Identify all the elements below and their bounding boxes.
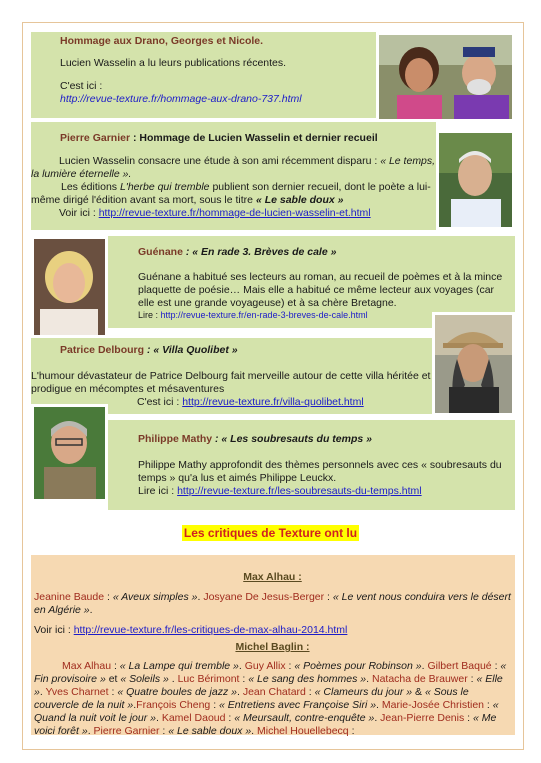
separator: .	[89, 604, 93, 616]
separator: :	[324, 591, 333, 603]
separator: .	[156, 712, 162, 724]
author-name: Max Alhau	[62, 660, 112, 672]
book-title: « Clameurs du jour »	[314, 686, 413, 698]
cest-label: C'est ici :	[137, 396, 183, 408]
cest-ici-label: C'est ici :	[60, 80, 103, 92]
section-drano	[31, 32, 376, 118]
separator: .	[366, 673, 372, 685]
book-title: « Me voici forêt »	[34, 712, 497, 737]
separator: .	[251, 725, 258, 737]
book-title: « Quatre boules de jazz »	[117, 686, 237, 698]
separator: .	[238, 660, 245, 672]
section-title: : Hommage de Lucien Wasselin et dernier recueil	[130, 132, 378, 144]
critiques-banner: Les critiques de Texture ont lu	[183, 526, 358, 540]
indent-spacer	[108, 276, 136, 316]
book-title: « Le sable doux »	[168, 725, 252, 737]
section-critiques	[31, 555, 515, 735]
separator: :	[210, 699, 220, 711]
author-name: Jean-Pierre Denis	[380, 712, 465, 724]
book-title: « Le sang des hommes »	[248, 673, 367, 685]
separator: :	[484, 699, 493, 711]
separator: .	[87, 725, 94, 737]
critic-heading-max-alhau: Max Alhau :	[243, 571, 302, 583]
max-alhau-link[interactable]: http://revue-texture.fr/les-critiques-de-max-alhau-2014.html	[73, 624, 348, 636]
section-text: Guénane a habitué ses lecteurs au roman, au recueil de poèmes et à la mince plaquette de poésie… Mais elle a habitué ce même lecteur aux voyages (car elle est une grande voyageuse) et à sa chère Bretagne.	[138, 271, 503, 309]
separator: :	[104, 591, 113, 603]
author-name: Guy Allix	[244, 660, 286, 672]
section-title: Hommage aux Drano, Georges et Nicole.	[60, 35, 264, 47]
mathy-link[interactable]: http://revue-texture.fr/les-soubresauts-du-temps.html	[177, 485, 422, 497]
author-name: Pierre Garnier	[60, 132, 131, 144]
body-text: publient son dernier recueil, dont le poète a lui-même dirigé l'édition avant sa mort, sous le titre	[31, 181, 431, 206]
separator: :	[108, 686, 118, 698]
author-name: Luc Bérimont	[177, 673, 240, 685]
drano-link[interactable]: http://revue-texture.fr/hommage-aux-drano-737.html	[60, 93, 302, 105]
separator: .	[236, 686, 243, 698]
body-text: Les éditions	[61, 181, 120, 193]
separator: :	[305, 686, 315, 698]
author-name: Josyane De Jesus-Berger	[203, 591, 325, 603]
book-title: « La Lampe qui tremble »	[119, 660, 239, 672]
book-title: « Entretiens avec Françoise Siri »	[219, 699, 377, 711]
book-title: « Le vent nous conduira vers le désert en Algérie »	[34, 591, 511, 616]
separator: :	[239, 673, 249, 685]
publisher-name: L'herbe qui tremble	[119, 181, 210, 193]
section-pierre-garnier-body	[31, 155, 436, 220]
author-name: Gilbert Baqué	[427, 660, 492, 672]
separator: et	[105, 673, 121, 685]
separator: :	[464, 712, 473, 724]
separator: :	[285, 660, 295, 672]
section-text: L'humour dévastateur de Patrice Delbourg fait merveille autour de cette villa héritée et prodigue en mécomptes et mésaventures	[31, 370, 431, 395]
author-name: Patrice Delbourg	[60, 344, 145, 356]
separator: :	[491, 660, 501, 672]
section-text: Lucien Wasselin a lu leurs publications récentes.	[60, 57, 287, 69]
section-text: Philippe Mathy approfondit des thèmes personnels avec ces « soubresauts du temps » qu'a lus et aimés Philippe Leuckx.	[138, 459, 502, 484]
author-name: Natacha de Brauwer	[371, 673, 468, 685]
photo-guenane	[31, 236, 108, 338]
section-title: : « Les soubresauts du temps »	[212, 433, 372, 445]
delbourg-link[interactable]: http://revue-texture.fr/villa-quolibet.html	[182, 396, 364, 408]
author-name: Marie-Josée Christien	[381, 699, 485, 711]
book-title: « Soleils »	[120, 673, 169, 685]
separator: .	[421, 660, 428, 672]
separator: .	[374, 712, 381, 724]
separator: :	[111, 660, 120, 672]
separator: &	[412, 686, 425, 698]
guenane-link[interactable]: http://revue-texture.fr/en-rade-3-breves-de-cale.html	[160, 310, 368, 320]
separator: .	[168, 673, 178, 685]
author-name: Philippe Mathy	[138, 433, 213, 445]
voir-label: Voir ici :	[59, 207, 99, 219]
author-name: Michel Houellebecq	[257, 725, 349, 737]
book-title: « Le sable doux »	[255, 194, 344, 206]
photo-pierre-garnier	[436, 130, 515, 230]
separator: :	[225, 712, 235, 724]
separator: :	[348, 725, 355, 737]
book-title: « Fin provisoire »	[34, 660, 507, 685]
separator: :	[159, 725, 169, 737]
photo-patrice-delbourg	[432, 312, 515, 416]
quoted-title: « Le temps, la lumière éternelle ».	[31, 155, 436, 180]
separator: .	[197, 591, 204, 603]
author-name: Pierre Garnier	[93, 725, 160, 737]
author-name: Jeanine Baude	[34, 591, 105, 603]
author-name: Jean Chatard	[242, 686, 306, 698]
separator: .	[39, 686, 46, 698]
photo-philippe-mathy	[31, 404, 108, 502]
critic-heading-michel-baglin: Michel Baglin :	[235, 641, 310, 653]
separator: .	[133, 699, 137, 711]
section-mathy	[108, 420, 515, 510]
separator: :	[467, 673, 477, 685]
author-name: Yves Charnet	[45, 686, 109, 698]
photo-drano-couple	[376, 32, 515, 122]
book-title: « Sous le couvercle de la nuit »	[34, 686, 469, 711]
section-title: : « En rade 3. Brèves de cale »	[182, 246, 337, 258]
author-name: Guénane	[138, 246, 183, 258]
body-text: Lucien Wasselin consacre une étude à son ami récemment disparu :	[59, 155, 381, 167]
author-name: Kamel Daoud	[161, 712, 226, 724]
book-title: « Aveux simples »	[112, 591, 198, 603]
garnier-link[interactable]: http://revue-texture.fr/hommage-de-lucien-wasselin-et.html	[98, 207, 371, 219]
separator: .	[376, 699, 382, 711]
banner-row	[0, 526, 541, 540]
book-title: « Quand la nuit voit le jour »	[34, 699, 499, 724]
book-title: « Elle »	[34, 673, 503, 698]
author-name: François Cheng	[136, 699, 211, 711]
lire-label: Lire ici :	[138, 485, 178, 497]
voir-label: Voir ici :	[34, 624, 74, 636]
section-title: : « Villa Quolibet »	[144, 344, 238, 356]
book-title: « Poèmes pour Robinson »	[294, 660, 422, 672]
book-title: « Meursault, contre-enquête »	[234, 712, 375, 724]
lire-label: Lire :	[138, 310, 161, 320]
baglin-review-list	[34, 660, 511, 738]
